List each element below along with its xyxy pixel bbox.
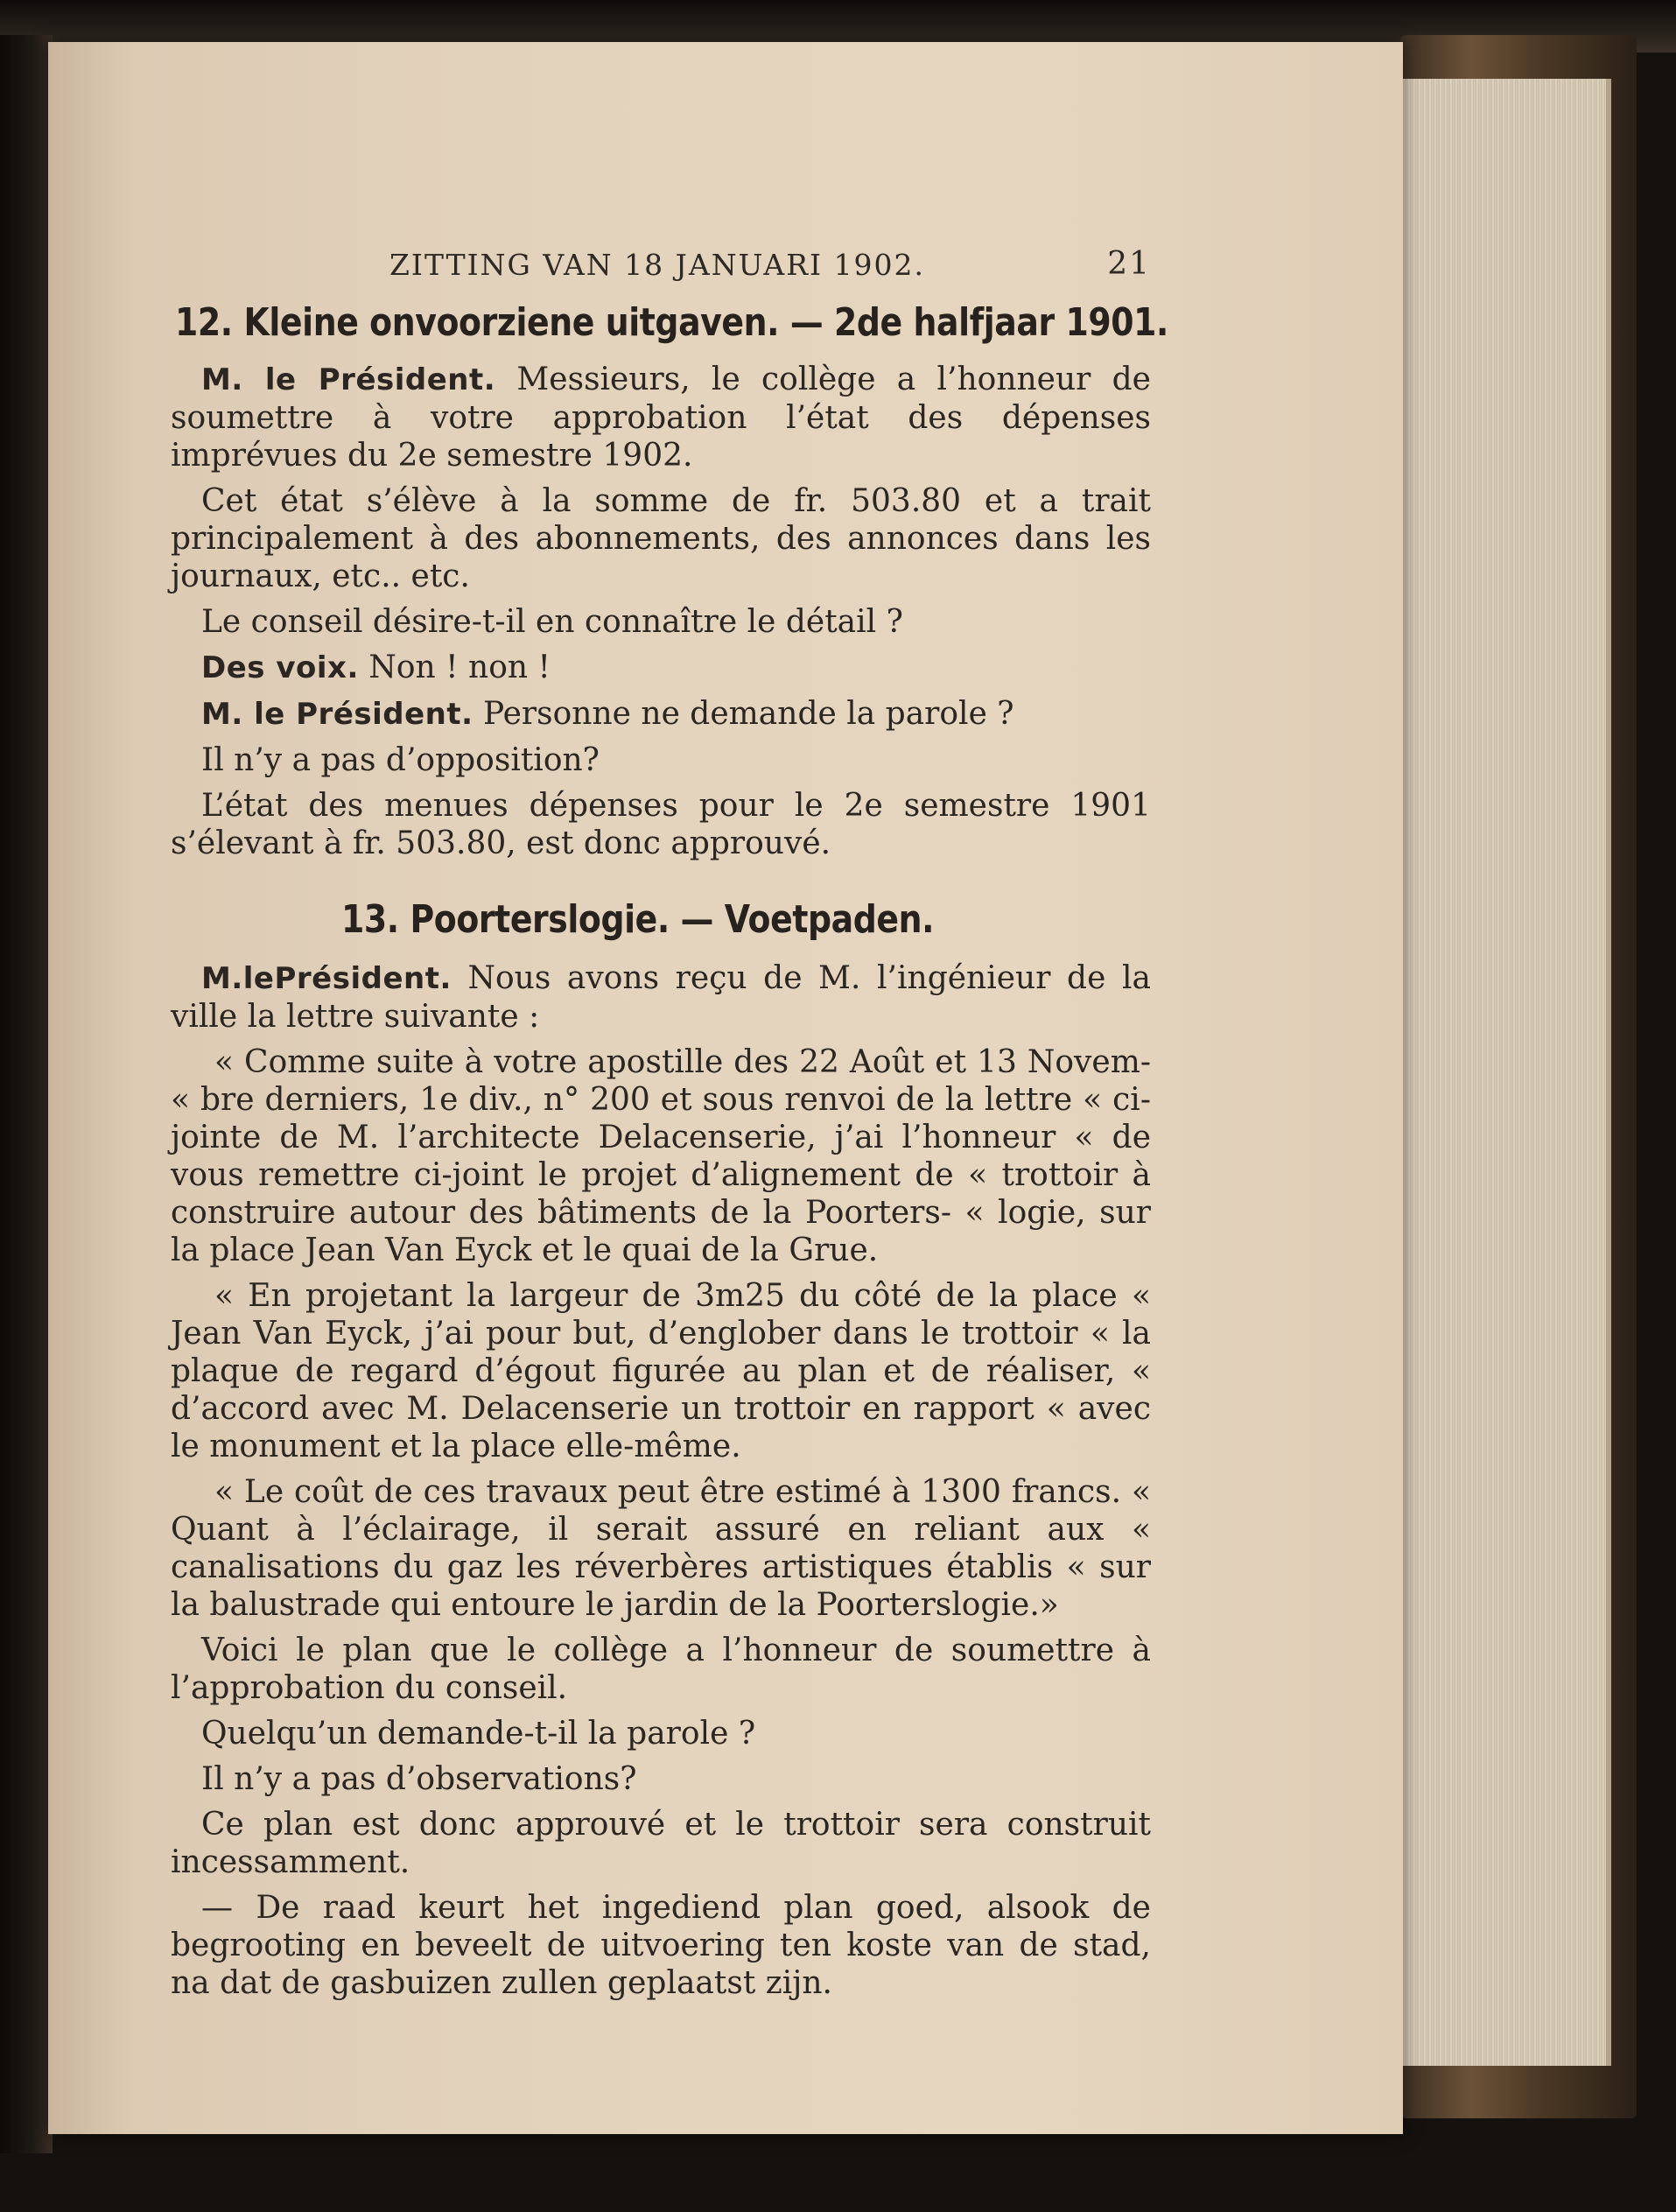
page-content bbox=[171, 239, 1168, 2010]
book-page bbox=[48, 42, 1403, 2134]
paragraph: Le conseil désire-t-il en connaître le détail ? bbox=[201, 604, 903, 640]
paragraph bbox=[171, 695, 1151, 734]
speaker-label: M. le Président. bbox=[201, 362, 496, 397]
book-gutter bbox=[0, 35, 53, 2153]
paragraph: Cet état s’élève à la somme de fr. 503.80 et a trait principalement à des abonnements, des annonces dans les journaux, etc.. etc. bbox=[171, 483, 1151, 594]
running-header bbox=[171, 239, 1151, 300]
paragraph: Il n’y a pas d’opposition? bbox=[201, 742, 600, 778]
quoted-letter-paragraph: « Le coût de ces travaux peut être estimé à 1300 francs. « Quant à l’éclairage, il serait assuré en reliant aux « canalisations du gaz les réverbères artistiques établis « sur la balustrade qui entoure le jardin de la Poorterslogie.» bbox=[171, 1474, 1151, 1623]
paragraph: — De raad keurt het ingediend plan goed, alsook de begrooting en beveelt de uitvoering ten koste van de stad, na dat de gasbuizen zullen geplaatst zijn. bbox=[171, 1890, 1151, 2001]
paragraph: Voici le plan que le collège a l’honneur de soumettre à l’approbation du conseil. bbox=[171, 1633, 1151, 1706]
speaker-label: Des voix. bbox=[201, 650, 359, 685]
paragraph: Ce plan est donc approuvé et le trottoir sera construit incessamment. bbox=[171, 1807, 1151, 1880]
speaker-label: M.lePrésident. bbox=[201, 961, 452, 996]
section-12-heading: 12. Kleine onvoorziene uitgaven. — 2de halfjaar 1901. bbox=[175, 300, 1168, 345]
paragraph-text: Messieurs, le collège a l’honneur de soumettre à votre approbation l’état des dépenses imprévues du 2e semestre 1902. bbox=[171, 362, 1151, 474]
paragraph: Il n’y a pas d’observations? bbox=[201, 1761, 637, 1797]
quoted-letter-paragraph: « En projetant la largeur de 3m25 du côté de la place « Jean Van Eyck, j’ai pour but, d’englober dans le trottoir « la plaque de regard d’égout figurée au plan et de réaliser, « d’accord avec M. Delacenserie un trottoir en rapport « avec le monument et la place elle-même. bbox=[171, 1278, 1151, 1464]
paragraph-text: Nous avons reçu de M. l’ingénieur de la ville la lettre suivante : bbox=[171, 960, 1151, 1035]
page-number: 21 bbox=[1107, 246, 1151, 282]
quoted-letter-paragraph: « Comme suite à votre apostille des 22 Août et 13 Novem- « bre derniers, 1e div., n° 200 et sous renvoi de la lettre « ci-jointe de M. l’architecte Delacenserie, j’ai l’honneur « de vous remettre ci-joint le projet d’alignement de « trottoir à construire autour des bâtiments de la Poorters- « logie, sur la place Jean Van Eyck et le quai de la Grue. bbox=[171, 1044, 1151, 1268]
paragraph: L’état des menues dépenses pour le 2e semestre 1901 s’élevant à fr. 503.80, est donc approuvé. bbox=[171, 788, 1151, 861]
paragraph: Quelqu’un demande-t-il la parole ? bbox=[201, 1716, 756, 1752]
paragraph-text: Non ! non ! bbox=[358, 650, 551, 685]
paragraph bbox=[171, 361, 1151, 474]
paragraph bbox=[171, 959, 1151, 1036]
page-stack-edge bbox=[1400, 79, 1611, 2066]
section-13-heading: 13. Poorterslogie. — Voetpaden. bbox=[341, 897, 935, 942]
running-title: ZITTING VAN 18 JANUARI 1902. bbox=[389, 248, 926, 282]
speaker-label: M. le Président. bbox=[201, 697, 473, 732]
paragraph-text: Personne ne demande la parole ? bbox=[473, 696, 1014, 732]
paragraph bbox=[171, 649, 1151, 687]
